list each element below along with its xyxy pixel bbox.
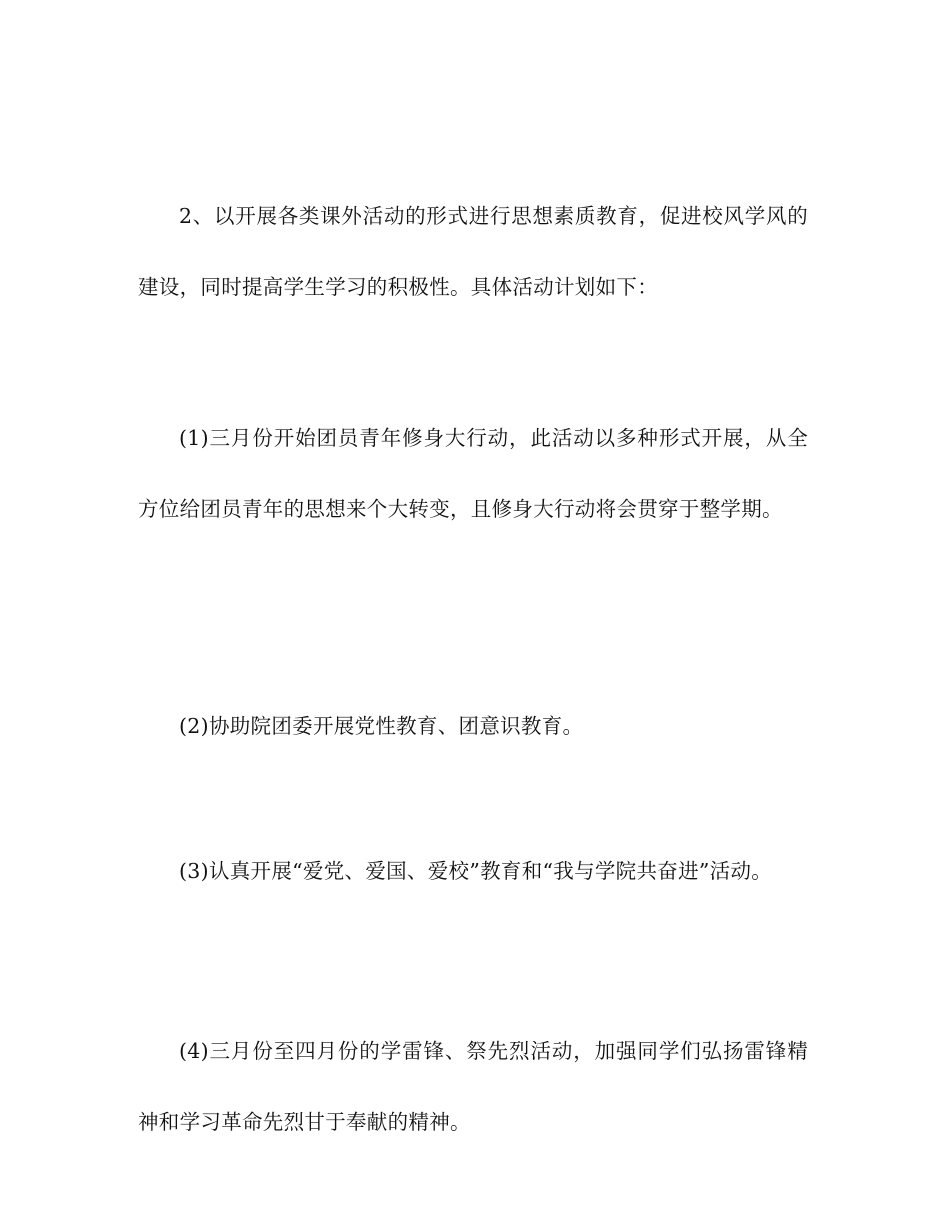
paragraph-item-3: (3)认真开展“爱党、爱国、爱校”教育和“我与学院共奋进”活动。 bbox=[179, 859, 773, 883]
paragraph-item-2: (2)协助院团委开展党性教育、团意识教育。 bbox=[179, 714, 584, 738]
paragraph-item-4: (4)三月份至四月份的学雷锋、祭先烈活动，加强同学们弘扬雷锋精神和学习革命先烈甘于奉献的精神。 bbox=[138, 1039, 808, 1134]
paragraph-item-1: (1)三月份开始团员青年修身大行动，此活动以多种形式开展，从全方位给团员青年的思想来个大转变，且修身大行动将会贯穿于整学期。 bbox=[138, 426, 808, 521]
paragraph-activity-intro: 2、以开展各类课外活动的形式进行思想素质教育，促进校风学风的建设，同时提高学生学习的积极性。具体活动计划如下： bbox=[138, 204, 808, 299]
